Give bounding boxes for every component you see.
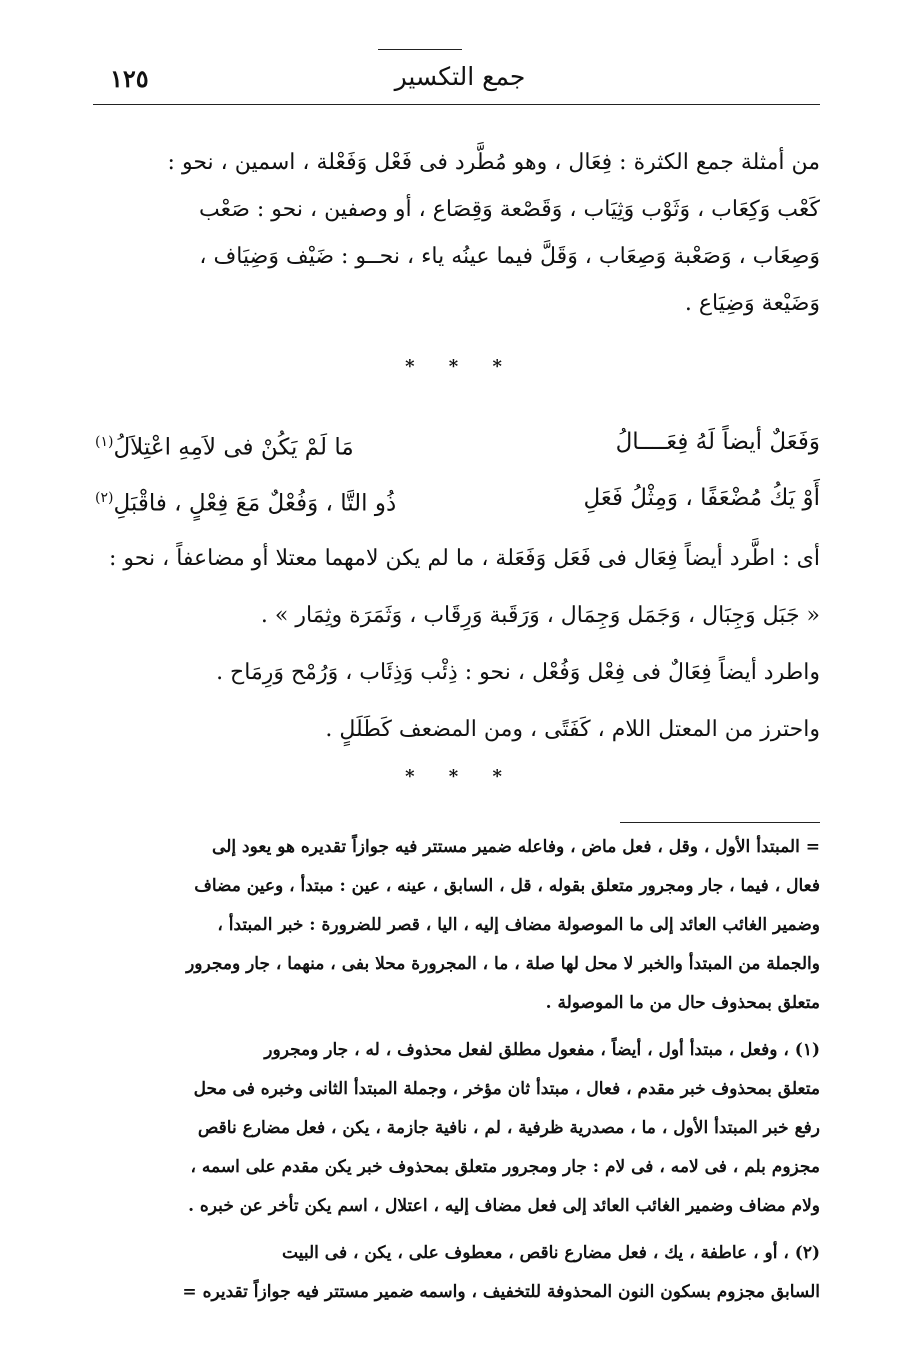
verse-text: مَا لَمْ يَكُنْ فى لاَمِهِ اعْتِلاَلُ (113, 434, 354, 461)
explanation-line: واحترز من المعتل اللام ، كَفَتًى ، ومن المضعف كَطَلَلٍ . (325, 717, 820, 742)
footnote-line: والجملة من المبتدأ والخبر لا محل لها صلة ، ما ، المجرورة محلا بفى ، منهما ، جار ومجرور (186, 954, 820, 974)
footnote-line: (٢) ، أو ، عاطفة ، يك ، فعل مضارع ناقص ، معطوف على ، يكن ، فى البيت (282, 1243, 820, 1263)
intro-line: وَصِعَاب ، وَصَعْبة وَصِعَاب ، وَقَلَّ فيما عينُه ياء ، نحــو : ضَيْف وَضِيَاف ، (199, 244, 820, 269)
page-number: ١٢٥ (110, 64, 149, 93)
running-title: جمع التكسير (394, 62, 526, 91)
verse-second-hemistich (95, 416, 425, 474)
top-rule (378, 49, 462, 50)
footnote-2 (95, 1234, 820, 1312)
footnote-line: مجزوم بلم ، فى لامه ، فى لام : جار ومجرور متعلق بمحذوف خبر يكن مقدم على اسمه ، (190, 1157, 820, 1177)
intro-line: من أمثلة جمع الكثرة : فِعَال ، وهو مُطَّرد فى فَعْل وَفَعْلة ، اسمين ، نحو : (167, 150, 820, 175)
footnote-marker: (٢) (95, 490, 114, 506)
footnote-rule (620, 822, 820, 823)
footnote-continuation (95, 828, 820, 1023)
verse-first-hemistich: وَفَعَلٌ أيضاً لَهُ فِعَــــالُ (615, 429, 820, 455)
footnote-line: = المبتدأ الأول ، وقل ، فعل ماض ، وفاعله ضمير مستتر فيه جوازاً تقديره هو يعود إلى (212, 837, 820, 857)
footnote-line: رفع خبر المبتدأ الأول ، ما ، مصدرية ظرفية ، لم ، نافية جازمة ، يكن ، فعل مضارع ناقص (197, 1118, 820, 1138)
verse-text: ذُو التَّا ، وَفُعْلٌ مَعَ فِعْلٍ ، فاقْبَلِ (113, 490, 397, 517)
footnote-marker: (١) (95, 434, 114, 450)
intro-paragraph (95, 139, 820, 327)
footnote-line: وضمير الغائب العائد إلى ما الموصولة مضاف إليه ، اليا ، قصر للضرورة : خبر المبتدأ ، (217, 915, 820, 935)
footnote-1 (95, 1031, 820, 1226)
explanation-line: « جَبَل وَجِبَال ، وَجَمَل وَجِمَال ، وَرَقَبة وَرِقَاب ، وَثَمَرَة وثِمَار » . (260, 603, 820, 628)
explanation-line: واطرد أيضاً فِعَالٌ فى فِعْل وَفُعْل ، نحو : ذِئْب وَذِئَاب ، وَرُمْح وَرِمَاح . (216, 660, 820, 685)
explanation-paragraph (95, 530, 820, 758)
verse-second-hemistich (95, 472, 425, 530)
explanation-line: أى : اطَّرد أيضاً فِعَال فى فَعَل وَفَعَلة ، ما لم يكن لامهما معتلا أو مضاعفاً ، نحو : (109, 546, 820, 571)
section-separator: * * * (405, 766, 516, 787)
footnote-line: (١) ، وفعل ، مبتدأ أول ، أيضاً ، مفعول مطلق لفعل محذوف ، له ، جار ومجرور (264, 1040, 820, 1060)
footnote-line: ولام مضاف وضمير الغائب العائد إلى فعل مضاف إليه ، اعتلال ، اسم يكن تأخر عن خبره . (188, 1196, 820, 1216)
verse-line (95, 416, 820, 468)
footnotes (95, 828, 820, 1312)
section-separator: * * * (405, 356, 516, 377)
verse-line (95, 472, 820, 524)
verse-first-hemistich: أَوْ يَكُ مُضْعَفًا ، وَمِثْلُ فَعَلِ (583, 485, 820, 511)
header-rule (93, 104, 820, 105)
intro-line: وَضَيْعة وَضِيَاع . (684, 291, 820, 316)
footnote-line: السابق مجزوم بسكون النون المحذوفة للتخفيف ، واسمه ضمير مستتر فيه جوازاً تقديره = (182, 1282, 820, 1302)
footnote-line: فعال ، فيما ، جار ومجرور متعلق بقوله ، قل ، السابق ، عينه ، عين : مبتدأ ، وعين مضاف (194, 876, 820, 896)
intro-line: كَعْب وَكِعَاب ، وَثَوْب وَثِيَاب ، وَقَصْعة وَقِصَاع ، أو وصفين ، نحو : صَعْب (199, 197, 820, 222)
footnote-line: متعلق بمحذوف خبر مقدم ، فعال ، مبتدأ ثان مؤخر ، وجملة المبتدأ الثانى وخبره فى محل (193, 1079, 820, 1099)
footnote-line: متعلق بمحذوف حال من ما الموصولة . (545, 993, 820, 1013)
